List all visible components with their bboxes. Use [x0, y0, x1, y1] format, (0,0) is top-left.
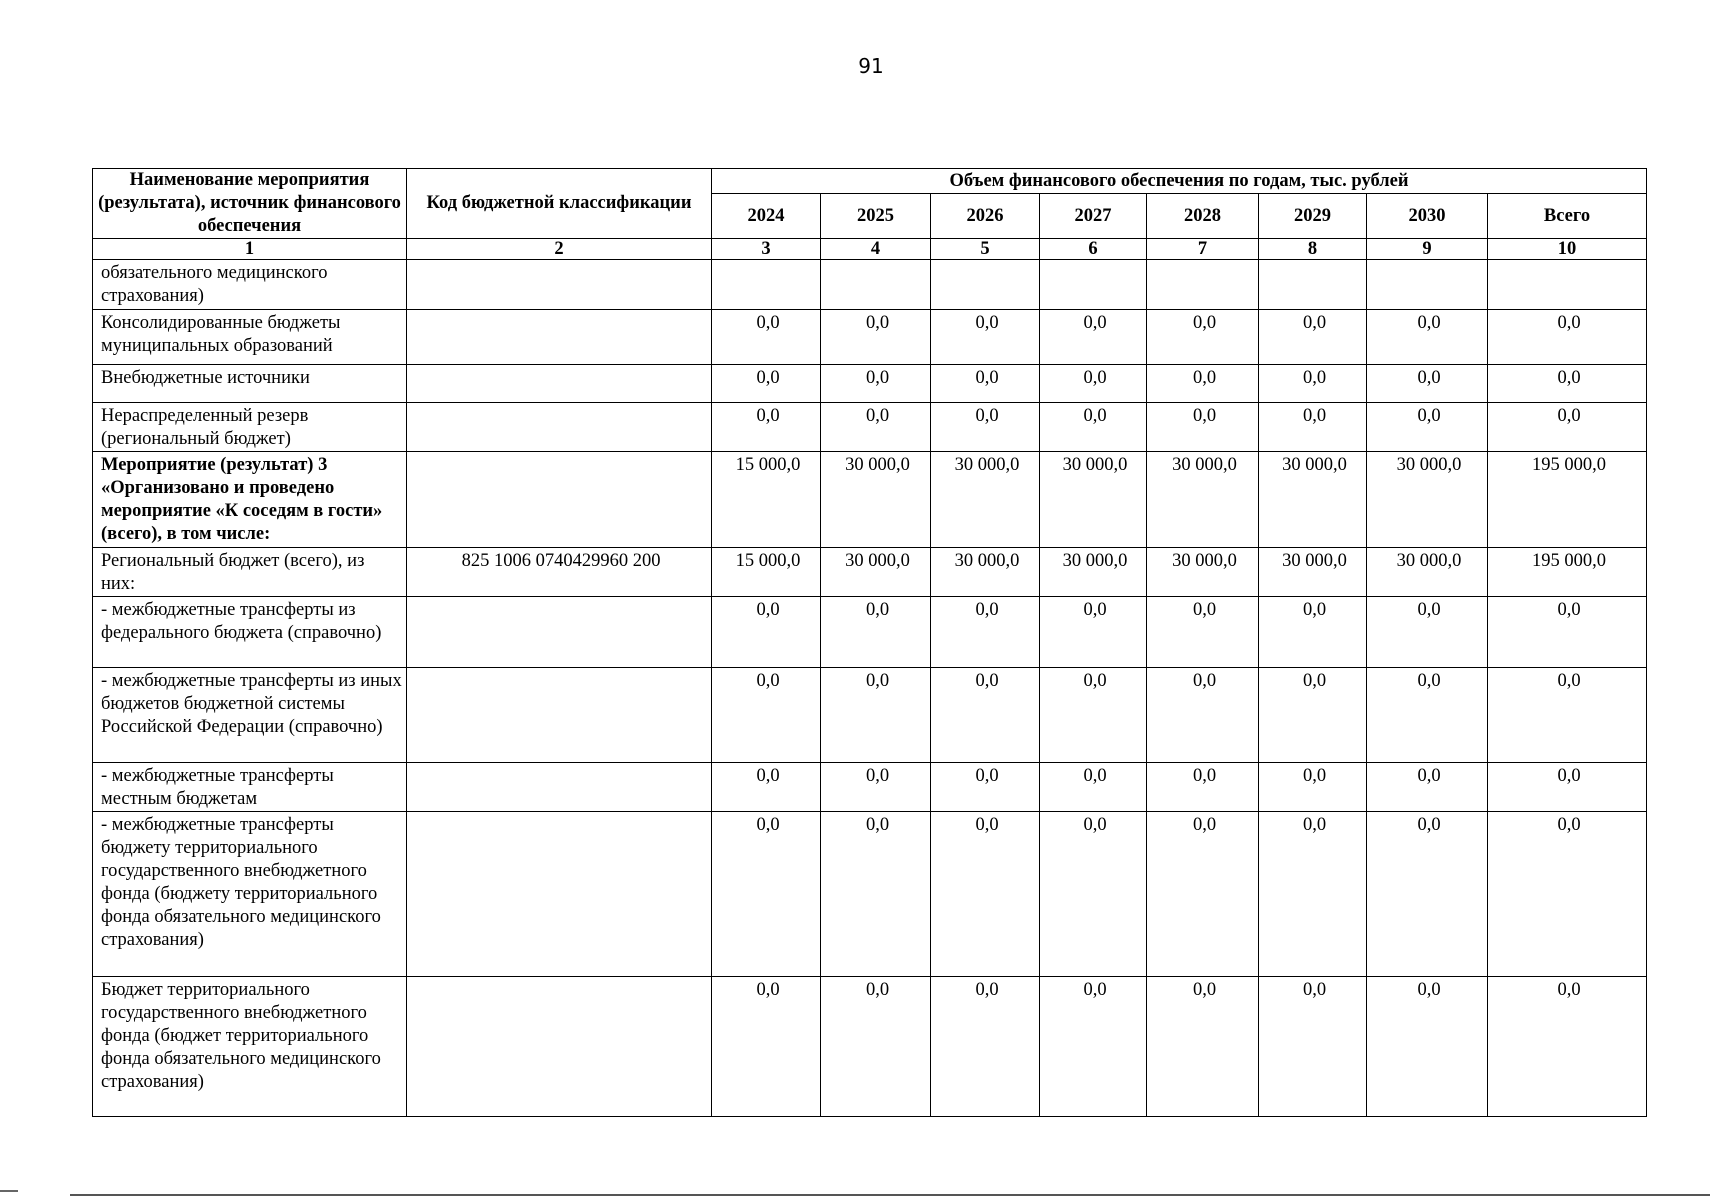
row-year-value: 30 000,0 — [821, 548, 931, 597]
row-code — [407, 452, 712, 548]
row-year-value: 0,0 — [821, 977, 931, 1117]
row-year-value: 0,0 — [712, 365, 821, 403]
row-year-value: 0,0 — [1147, 812, 1259, 977]
row-code — [407, 977, 712, 1117]
row-year-value: 0,0 — [712, 668, 821, 763]
row-year-value: 0,0 — [1147, 763, 1259, 812]
row-name: обязательного медицинского страхования) — [93, 260, 407, 310]
row-year-value: 0,0 — [931, 597, 1040, 668]
header-code: Код бюджетной классификации — [407, 169, 712, 239]
row-code — [407, 403, 712, 452]
row-year-value: 30 000,0 — [931, 452, 1040, 548]
table-row — [93, 310, 1647, 365]
row-total: 0,0 — [1488, 763, 1647, 812]
table-row — [93, 812, 1647, 977]
header-year: 2027 — [1040, 194, 1147, 239]
header-year: 2028 — [1147, 194, 1259, 239]
row-year-value: 0,0 — [712, 310, 821, 365]
row-name: Мероприятие (результат) 3 «Организовано и проведено мероприятие «К соседям в гости» (всего), в том числе: — [93, 452, 407, 548]
row-name: - межбюджетные трансферты местным бюджетам — [93, 763, 407, 812]
row-year-value: 0,0 — [1040, 668, 1147, 763]
row-year-value: 0,0 — [712, 763, 821, 812]
row-total: 0,0 — [1488, 365, 1647, 403]
header-volume: Объем финансового обеспечения по годам, тыс. рублей — [712, 169, 1647, 194]
row-code — [407, 597, 712, 668]
row-year-value: 0,0 — [1040, 310, 1147, 365]
row-year-value: 0,0 — [1040, 365, 1147, 403]
row-year-value: 0,0 — [1147, 403, 1259, 452]
row-year-value: 0,0 — [712, 403, 821, 452]
row-year-value: 0,0 — [1147, 977, 1259, 1117]
row-year-value: 30 000,0 — [1040, 452, 1147, 548]
row-year-value: 0,0 — [1367, 310, 1488, 365]
row-year-value: 0,0 — [821, 597, 931, 668]
row-year-value: 0,0 — [821, 310, 931, 365]
row-year-value: 0,0 — [1367, 763, 1488, 812]
row-year-value — [931, 260, 1040, 310]
row-code — [407, 812, 712, 977]
row-year-value: 0,0 — [1147, 365, 1259, 403]
row-year-value: 0,0 — [1147, 310, 1259, 365]
row-year-value: 30 000,0 — [1040, 548, 1147, 597]
row-year-value: 0,0 — [1259, 597, 1367, 668]
row-year-value: 30 000,0 — [821, 452, 931, 548]
row-name: - межбюджетные трансферты из иных бюджетов бюджетной системы Российской Федерации (справочно) — [93, 668, 407, 763]
column-number: 5 — [931, 239, 1040, 260]
row-year-value: 0,0 — [1040, 403, 1147, 452]
row-year-value: 0,0 — [931, 403, 1040, 452]
row-year-value: 0,0 — [1367, 597, 1488, 668]
row-total: 0,0 — [1488, 668, 1647, 763]
row-year-value: 30 000,0 — [1367, 548, 1488, 597]
row-name: Региональный бюджет (всего), из них: — [93, 548, 407, 597]
row-year-value: 0,0 — [1367, 403, 1488, 452]
row-year-value: 0,0 — [1259, 403, 1367, 452]
column-number: 8 — [1259, 239, 1367, 260]
row-year-value: 30 000,0 — [1259, 452, 1367, 548]
row-year-value: 0,0 — [1259, 365, 1367, 403]
row-year-value: 0,0 — [1259, 668, 1367, 763]
column-number: 2 — [407, 239, 712, 260]
row-total: 0,0 — [1488, 597, 1647, 668]
row-year-value: 0,0 — [931, 365, 1040, 403]
row-year-value: 0,0 — [821, 812, 931, 977]
table-body — [93, 260, 1647, 1117]
row-name: Нераспределенный резерв (региональный бюджет) — [93, 403, 407, 452]
column-number: 6 — [1040, 239, 1147, 260]
row-year-value: 30 000,0 — [1147, 452, 1259, 548]
column-number: 4 — [821, 239, 931, 260]
row-code — [407, 763, 712, 812]
table-row — [93, 668, 1647, 763]
column-number: 3 — [712, 239, 821, 260]
row-year-value — [821, 260, 931, 310]
table-row — [93, 260, 1647, 310]
scan-artifact — [70, 1194, 1710, 1196]
row-year-value: 0,0 — [712, 977, 821, 1117]
row-name: Внебюджетные источники — [93, 365, 407, 403]
row-year-value: 0,0 — [821, 763, 931, 812]
row-year-value: 0,0 — [1040, 977, 1147, 1117]
table-row — [93, 763, 1647, 812]
row-year-value: 0,0 — [931, 668, 1040, 763]
row-year-value: 30 000,0 — [1367, 452, 1488, 548]
row-year-value: 0,0 — [931, 977, 1040, 1117]
column-number: 7 — [1147, 239, 1259, 260]
row-year-value: 0,0 — [1367, 812, 1488, 977]
row-year-value: 0,0 — [712, 597, 821, 668]
header-year: 2030 — [1367, 194, 1488, 239]
row-year-value: 0,0 — [1259, 977, 1367, 1117]
table-row — [93, 977, 1647, 1117]
row-code — [407, 310, 712, 365]
finance-table — [92, 168, 1647, 1117]
row-name: - межбюджетные трансферты бюджету территориального государственного внебюджетного фонда (бюджету территориального фонда обязательного медицинского страхования) — [93, 812, 407, 977]
row-year-value — [1259, 260, 1367, 310]
row-code — [407, 365, 712, 403]
row-year-value: 0,0 — [821, 403, 931, 452]
row-year-value: 0,0 — [1040, 812, 1147, 977]
row-code — [407, 668, 712, 763]
row-year-value — [1040, 260, 1147, 310]
row-total: 0,0 — [1488, 310, 1647, 365]
row-year-value: 0,0 — [1259, 310, 1367, 365]
table-row — [93, 452, 1647, 548]
row-year-value: 0,0 — [1259, 812, 1367, 977]
row-year-value: 0,0 — [821, 365, 931, 403]
table-row — [93, 597, 1647, 668]
row-total: 0,0 — [1488, 403, 1647, 452]
row-year-value: 0,0 — [1147, 597, 1259, 668]
row-total: 0,0 — [1488, 977, 1647, 1117]
row-name: - межбюджетные трансферты из федерального бюджета (справочно) — [93, 597, 407, 668]
header-year: 2026 — [931, 194, 1040, 239]
table-row — [93, 365, 1647, 403]
row-year-value: 0,0 — [931, 812, 1040, 977]
row-year-value: 0,0 — [712, 812, 821, 977]
row-year-value: 30 000,0 — [1259, 548, 1367, 597]
row-year-value: 30 000,0 — [931, 548, 1040, 597]
header-year: 2025 — [821, 194, 931, 239]
row-total: 195 000,0 — [1488, 452, 1647, 548]
row-year-value: 0,0 — [1040, 597, 1147, 668]
row-year-value: 0,0 — [1040, 763, 1147, 812]
header-year: 2024 — [712, 194, 821, 239]
row-year-value — [1367, 260, 1488, 310]
row-year-value — [1147, 260, 1259, 310]
table-row — [93, 548, 1647, 597]
header-name: Наименование мероприятия (результата), источник финансового обеспечения — [93, 169, 407, 239]
row-year-value — [712, 260, 821, 310]
row-name: Бюджет территориального государственного внебюджетного фонда (бюджет территориального фонда обязательного медицинского страхования) — [93, 977, 407, 1117]
row-name: Консолидированные бюджеты муниципальных образований — [93, 310, 407, 365]
row-total: 195 000,0 — [1488, 548, 1647, 597]
table-row — [93, 403, 1647, 452]
row-year-value: 0,0 — [1259, 763, 1367, 812]
row-year-value: 15 000,0 — [712, 452, 821, 548]
row-year-value: 0,0 — [1367, 365, 1488, 403]
row-year-value: 0,0 — [1147, 668, 1259, 763]
row-year-value: 0,0 — [931, 310, 1040, 365]
row-year-value: 0,0 — [821, 668, 931, 763]
column-number: 10 — [1488, 239, 1647, 260]
row-total — [1488, 260, 1647, 310]
row-code: 825 1006 0740429960 200 — [407, 548, 712, 597]
row-year-value: 15 000,0 — [712, 548, 821, 597]
header-total: Всего — [1488, 194, 1647, 239]
column-number: 9 — [1367, 239, 1488, 260]
row-year-value: 0,0 — [1367, 668, 1488, 763]
row-code — [407, 260, 712, 310]
row-total: 0,0 — [1488, 812, 1647, 977]
row-year-value: 0,0 — [1367, 977, 1488, 1117]
row-year-value: 30 000,0 — [1147, 548, 1259, 597]
header-year: 2029 — [1259, 194, 1367, 239]
page-number: 91 — [858, 54, 884, 78]
row-year-value: 0,0 — [931, 763, 1040, 812]
scan-artifact — [0, 1190, 18, 1192]
column-number: 1 — [93, 239, 407, 260]
